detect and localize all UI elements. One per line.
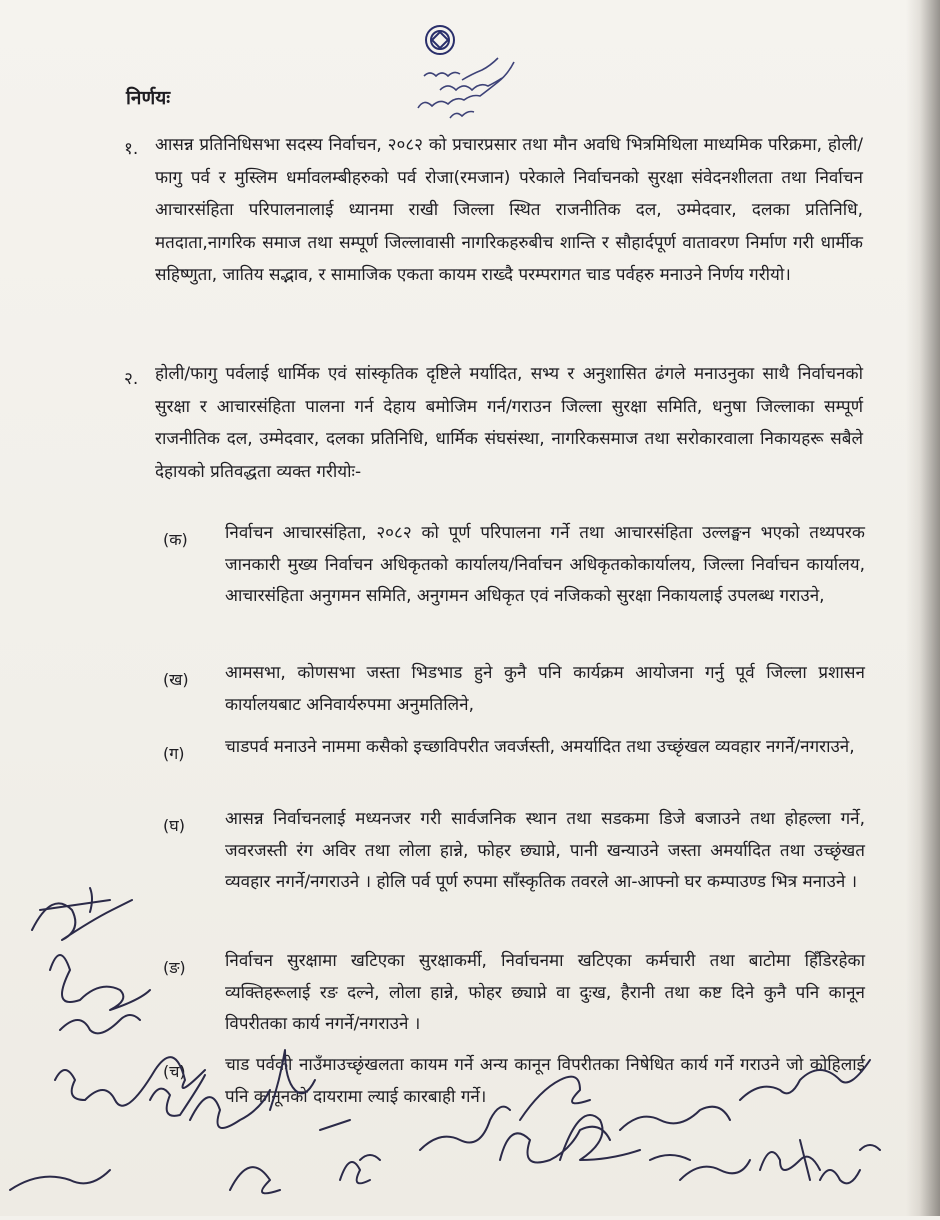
item-gha-text: आसन्न निर्वाचनलाई मध्यनजर गरी सार्वजनिक स्थान तथा सडकमा डिजे बजाउने तथा होहल्ला गर्ने, जवरजस्ती रंग अविर तथा लोला हान्ने, फोहर छ्याप्ने, पानी खन्याउने जस्ता अमर्यादित तथा उच्छृंखत व्यवहार नगर्ने/नगराउने । होलि पर्व पूर्ण रुपमा साँस्कृतिक तवरले आ-आफ्नो घर कम्पाउण्ड भित्र मनाउने । [225,809,865,892]
item-nga-label: (ङ) [163,958,186,977]
paragraph-1-number: १. [124,139,139,159]
item-cha-text: चाड पर्वको नाउँमाउच्छृंखलता कायम गर्ने अन्य कानून विपरीतका निषेधित कार्य गर्ने गराउने जो कोहिलाई पनि कानूनको दायरामा ल्याई कारबाही गर्ने। [225,1055,865,1107]
item-ga-label: (ग) [163,744,185,763]
item-ka-text: निर्वाचन आचारसंहिता, २०८२ को पूर्ण परिपालना गर्ने तथा आचारसंहिता उल्लङ्घन भएको तथ्यपरक जानकारी मुख्य निर्वाचन अधिकृतको कार्यालय/निर्वाचन अधिकृतकोकार्यालय, जिल्ला निर्वाचन कार्यालय, आचारसंहिता अनुगमन समिति, अनुगमन अधिकृत एवं नजिकको सुरक्षा निकायलाई उपलब्ध गराउने, [225,523,865,606]
office-seal-stamp [410,18,540,138]
item-ka-label: (क) [163,530,188,549]
item-kha-text: आमसभा, कोणसभा जस्ता भिडभाड हुने कुनै पनि कार्यक्रम आयोजना गर्नु पूर्व जिल्ला प्रशासन कार्यालयबाट अनिवार्यरुपमा अनुमतिलिने, [225,663,865,715]
seal-graphic [410,18,540,138]
paragraph-1-text: आसन्न प्रतिनिधिसभा सदस्य निर्वाचन, २०८२ को प्रचारप्रसार तथा मौन अवधि भित्रमिथिला माध्यमिक परिक्रमा, होली/फागु पर्व र मुस्लिम धर्मावलम्बीहरुको पर्व रोजा(रमजान) परेकाले निर्वाचनको सुरक्षा संवेदनशीलता तथा निर्वाचन आचारसंहिता परिपालनालाई ध्यानमा राखी जिल्ला स्थित राजनीतिक दल, उम्मेदवार, दलका प्रतिनिधि, मतदाता,नागरिक समाज तथा सम्पूर्ण जिल्लावासी नागरिकहरुबीच शान्ति र सौहार्दपूर्ण वातावरण निर्माण गरी धार्मीक सहिष्णुता, जातिय सद्भाव, र सामाजिक एकता कायम राख्दै परम्परागत चाड पर्वहरु मनाउने निर्णय गरीयो। [155,135,863,286]
paragraph-2-number: २. [124,369,139,389]
item-gha-label: (घ) [163,816,185,835]
decision-heading: निर्णयः [126,87,171,109]
item-kha-label: (ख) [163,670,189,689]
paragraph-2-text: होली/फागु पर्वलाई धार्मिक एवं सांस्कृतिक दृष्टिले मर्यादित, सभ्य र अनुशासित ढंगले मनाउनुका साथै निर्वाचनको सुरक्षा र आचारसंहिता पालना गर्न देहाय बमोजिम गर्न/गराउन जिल्ला सुरक्षा समिति, धनुषा जिल्लाका सम्पूर्ण राजनीतिक दल, उम्मेदवार, दलका प्रतिनिधि, धार्मिक संघसंस्था, नागरिकसमाज तथा सरोकारवाला निकायहरू सबैले देहायको प्रतिवद्धता व्यक्त गरीयोः- [155,364,863,482]
item-cha-label: (च) [163,1062,186,1081]
item-ga-text: चाडपर्व मनाउने नाममा कसैको इच्छाविपरीत जवर्जस्ती, अमर्यादित तथा उच्छृंखल व्यवहार नगर्ने/नगराउने, [225,737,855,757]
item-nga-text: निर्वाचन सुरक्षामा खटिएका सुरक्षाकर्मी, निर्वाचनमा खटिएका कर्मचारी तथा बाटोमा हिँडिरहेका व्यक्तिहरूलाई रङ दल्ने, लोला हान्ने, फोहर छ्याप्ने वा दुःख, हैरानी तथा कष्ट दिने कुनै पनि कानून विपरीतका कार्य नगर्ने/नगराउने । [225,951,865,1034]
page-edge-shadow [906,0,940,1216]
